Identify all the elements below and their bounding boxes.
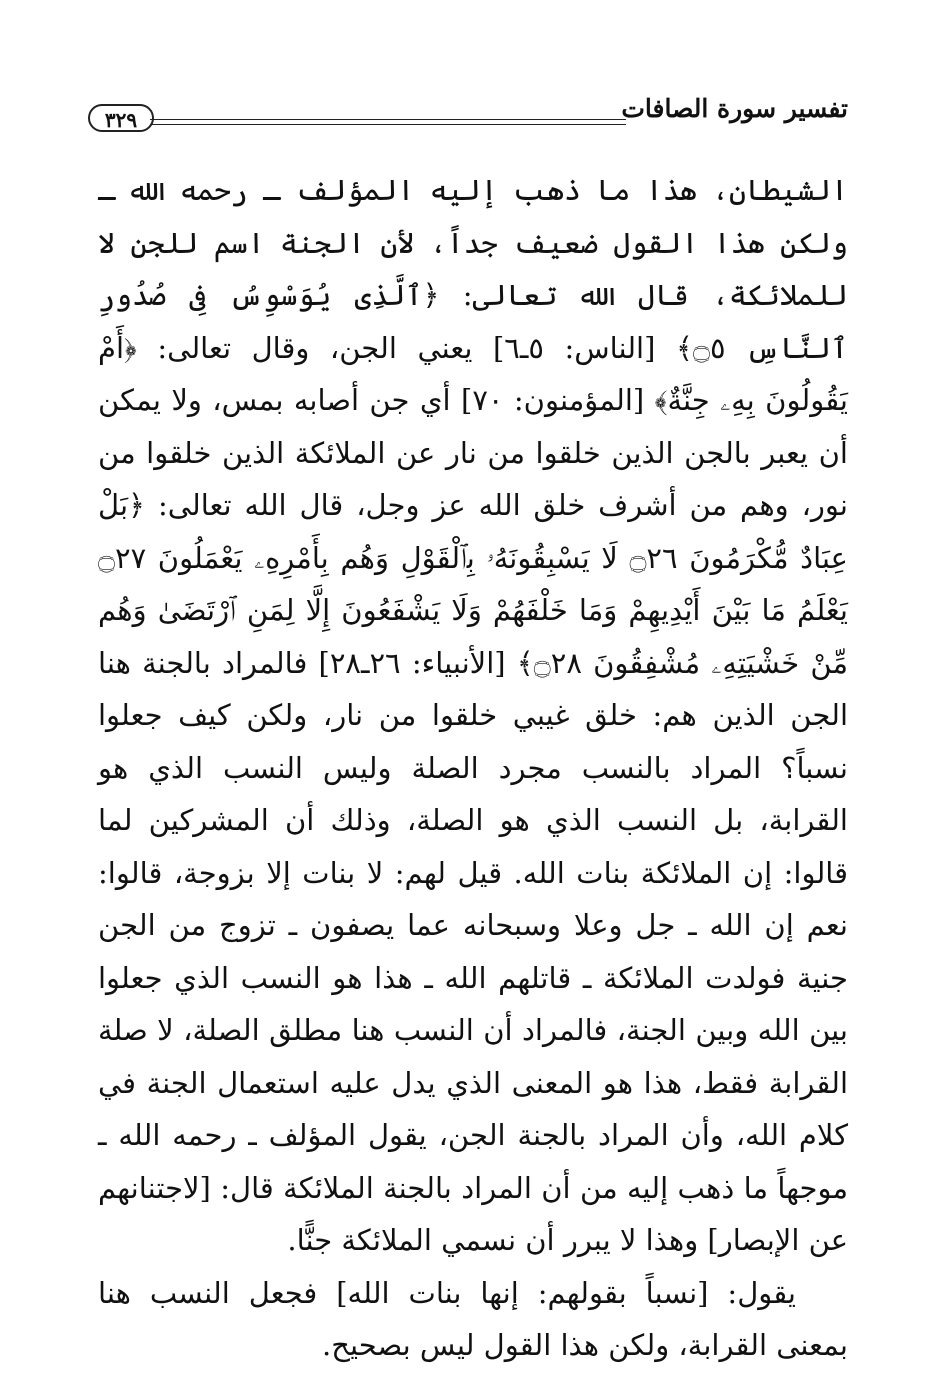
page-number: ٣٢٩ bbox=[88, 104, 154, 132]
paragraph-2: يقول: [نسباً بقولهم: إنها بنات الله] فجعل النسب هنا بمعنى القرابة، ولكن هذا القول ليس بصحيح. bbox=[98, 1275, 848, 1362]
paragraph-1: الشيطان، هذا ما ذهب إليه المؤلف ـ رحمه الله ـ ولكن هذا القول ضعيف جداً، لأن الجنة اسم للجن لا للملائكة، قال الله تعالى: ﴿ٱلَّذِى يُوَسْوِسُ فِى صُدُورِ ٱلنَّاسِ ۝٥﴾ [الناس: ٥ـ٦] يعني الجن، وقال تعالى: ﴿أَمْ يَقُولُونَ بِهِۦ جِنَّةٌ﴾ [المؤمنون: ٧٠] أي جن أصابه بمس، ولا يمكن أن يعبر بالجن الذين خلقوا من نار عن الملائكة الذين خلقوا من نور، وهم من أشرف خلق الله عز وجل، قال الله تعالى: ﴿بَلْ عِبَادٌ مُّكْرَمُونَ ۝٢٦ لَا يَسْبِقُونَهُۥ بِٱلْقَوْلِ وَهُم بِأَمْرِهِۦ يَعْمَلُونَ ۝٢٧ يَعْلَمُ مَا بَيْنَ أَيْدِيهِمْ وَمَا خَلْفَهُمْ وَلَا يَشْفَعُونَ إِلَّا لِمَنِ ٱرْتَضَىٰ وَهُم مِّنْ خَشْيَتِهِۦ مُشْفِقُونَ ۝٢٨﴾ [الأنبياء: ٢٦ـ٢٨] فالمراد بالجنة هنا الجن الذين هم: خلق غيبي خلقوا من نار، ولكن كيف جعلوا نسباً؟ المراد بالنسب مجرد الصلة وليس النسب الذي هو القرابة، بل النسب الذي هو الصلة، وذلك أن المشركين لما قالوا: إن الملائكة بنات الله. قيل لهم: لا بنات إلا بزوجة، قالوا: نعم إن الله ـ جل وعلا وسبحانه عما يصفون ـ تزوج من الجن جنية فولدت الملائكة ـ قاتلهم الله ـ هذا هو النسب الذي جعلوا بين الله وبين الجنة، فالمراد أن النسب هنا مطلق الصلة، لا صلة القرابة فقط، هذا هو المعنى الذي يدل عليه استعمال الجنة في كلام الله، وأن المراد بالجنة الجن، يقول المؤلف ـ رحمه الله ـ موجهاً ما ذهب إليه من أن المراد بالجنة الملائكة قال: [لاجتنانهم عن الإبصار] وهذا لا يبرر أن نسمي الملائكة جنًّا. bbox=[98, 173, 849, 1257]
page-header bbox=[88, 92, 848, 144]
running-title: تفسير سورة الصافات bbox=[621, 94, 848, 123]
body-text bbox=[98, 164, 848, 1372]
header-rule bbox=[150, 119, 626, 125]
